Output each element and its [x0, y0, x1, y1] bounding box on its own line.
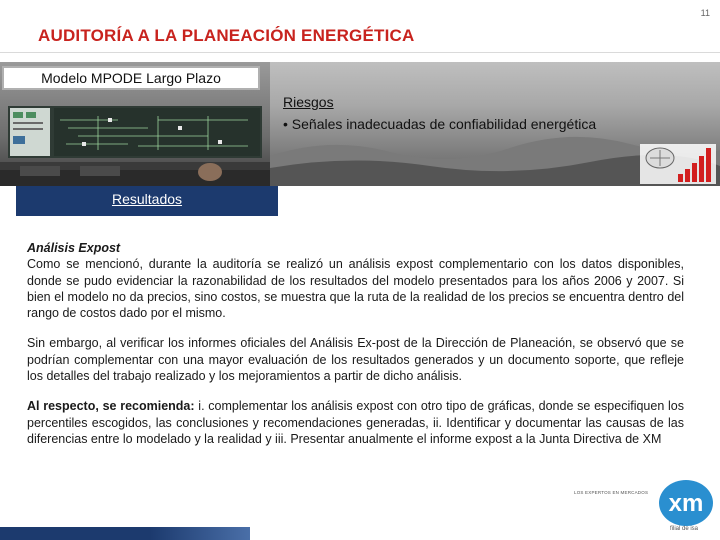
- body-text: [27, 240, 684, 447]
- results-heading: Resultados: [111, 191, 183, 207]
- logo-brand-text: xm: [668, 490, 704, 517]
- footer-bar: [0, 527, 250, 540]
- logo-tagline: LOS EXPERTOS EN MERCADOS: [574, 490, 649, 495]
- operators-silhouette: [0, 162, 270, 186]
- recommendation-lead: Al respecto, se recomienda:: [27, 399, 195, 414]
- paragraph-recommendation: [27, 398, 684, 447]
- xm-logo: [566, 476, 720, 540]
- page-number: 11: [700, 8, 710, 18]
- monitor-wall: [8, 106, 262, 158]
- logo-subsidiary: filial de isa: [670, 526, 699, 532]
- xm-logo-mark: [654, 478, 714, 528]
- operator-desk: [0, 162, 270, 186]
- paragraph-observation: Sin embargo, al verificar los informes oficiales del Análisis Ex-post de la Dirección de Planeación, se observó que se podrían complementar con una mayor evaluación de los resultados generados y un documento soporte, que refleje los detalles del trabajo realizado y los mejoramientos a partir de dicho análisis.: [27, 336, 684, 384]
- monitor-wall-graphic: [8, 106, 262, 158]
- risks-heading: Riesgos: [283, 94, 334, 110]
- recommendation-text: i. complementar los análisis expost con otro tipo de gráficas, donde se especifiquen los percentiles escogidos, las conclusiones y recomendaciones generadas, ii. Identificar y documentar las causas de las diferencias entre lo modelado y la realidad y iii. Presentar anualmente el informe expost a la Junta Directiva de XM: [27, 399, 685, 446]
- paragraph-expost: Como se mencionó, durante la auditoría se realizó un análisis expost complementario con los datos disponibles, donde se pudo evidenciar la razonabilidad de los resultados del modelo presentados para los años 2006 y 2007. Si bien el modelo no da precios, sino costos, se muestra que la ruta de la realidad de los precios se encuentra dentro del rango de costos dado por el mismo.: [27, 257, 684, 321]
- title-divider: [0, 52, 720, 53]
- slide-title: AUDITORÍA A LA PLANEACIÓN ENERGÉTICA: [38, 26, 415, 45]
- model-label: Modelo MPODE Largo Plazo: [2, 66, 260, 90]
- risk-trend-icon: [640, 144, 716, 184]
- risk-item: • Señales inadecuadas de confiabilidad energética: [283, 116, 597, 132]
- section-subheading: Análisis Expost: [27, 241, 121, 255]
